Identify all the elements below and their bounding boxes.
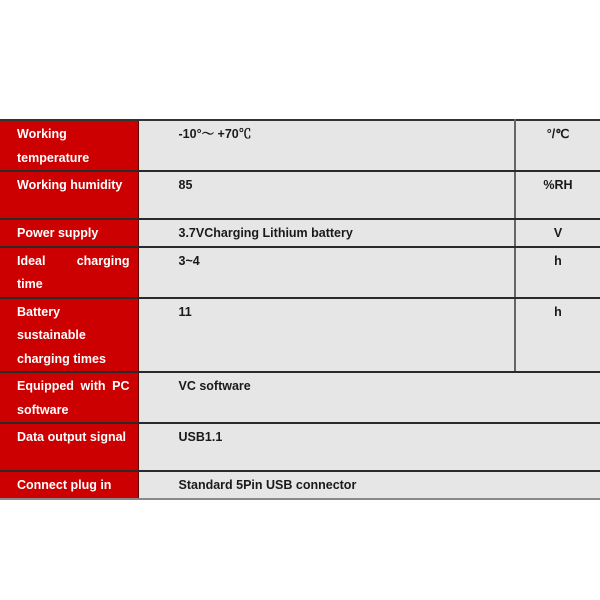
row-unit xyxy=(515,372,600,423)
table-row-data-output xyxy=(0,423,600,471)
row-label: Data output signal xyxy=(0,423,138,471)
table-row-connect-plug xyxy=(0,471,600,499)
row-label: Battery sustainable charging times xyxy=(0,298,138,373)
row-label: Ideal charging time xyxy=(0,247,138,298)
row-label: Connect plug in xyxy=(0,471,138,499)
spec-table xyxy=(0,119,600,500)
table-row-working-temperature xyxy=(0,120,600,171)
table-row-power-supply xyxy=(0,219,600,247)
row-unit: h xyxy=(515,247,600,298)
row-unit: h xyxy=(515,298,600,373)
row-value: USB1.1 xyxy=(138,423,515,471)
table-row-ideal-charging-time xyxy=(0,247,600,298)
row-value: VC software xyxy=(138,372,515,423)
row-unit xyxy=(515,423,600,471)
table-row-battery-charging-times xyxy=(0,298,600,373)
row-value: 85 xyxy=(138,171,515,219)
row-value: 3.7VCharging Lithium battery xyxy=(138,219,515,247)
row-label: Power supply xyxy=(0,219,138,247)
row-value: 3~4 xyxy=(138,247,515,298)
row-unit: °/℃ xyxy=(515,120,600,171)
table-row-working-humidity xyxy=(0,171,600,219)
row-value: Standard 5Pin USB connector xyxy=(138,471,515,499)
row-label: Working temperature xyxy=(0,120,138,171)
row-label: Working humidity xyxy=(0,171,138,219)
row-unit: %RH xyxy=(515,171,600,219)
row-value: -10°～ +70℃ xyxy=(138,120,515,171)
row-unit: V xyxy=(515,219,600,247)
table-row-pc-software xyxy=(0,372,600,423)
row-value: 11 xyxy=(138,298,515,373)
row-unit xyxy=(515,471,600,499)
row-label: Equipped with PC software xyxy=(0,372,138,423)
